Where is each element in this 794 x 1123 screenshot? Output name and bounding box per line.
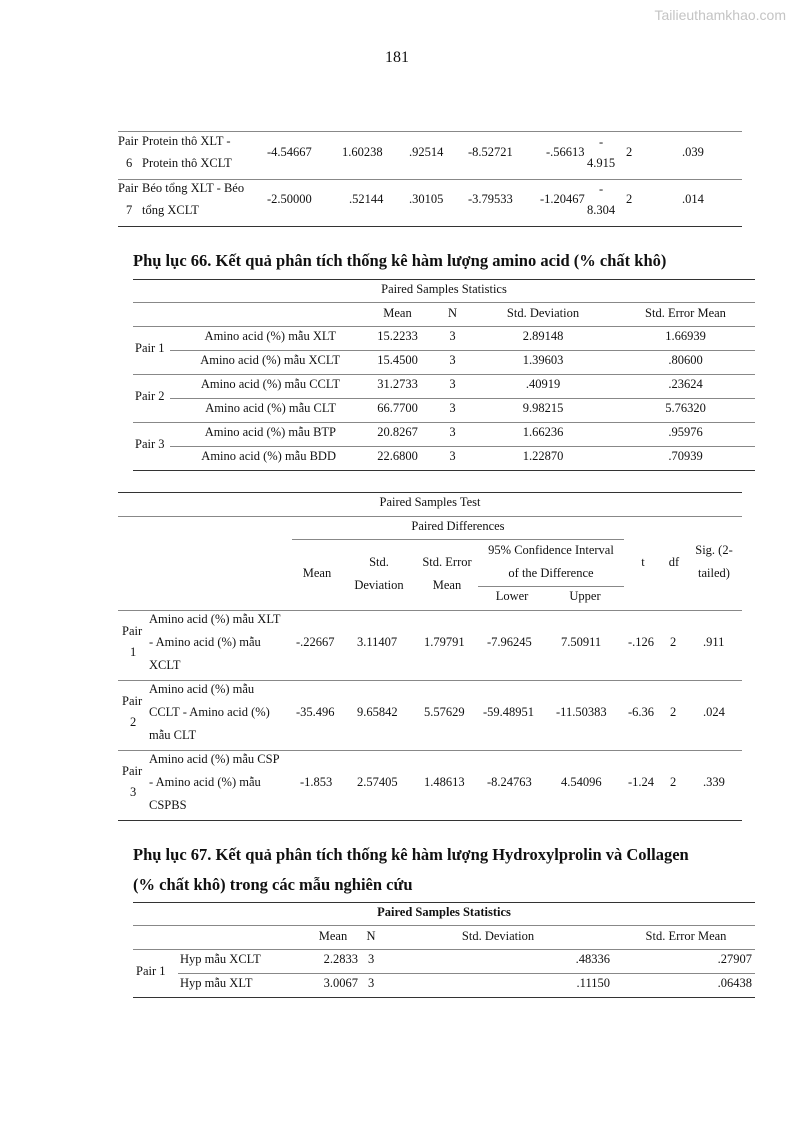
table-cell: .95976 bbox=[668, 425, 703, 439]
table-cell: 20.8267 bbox=[377, 425, 418, 439]
table-cell: -.56613 bbox=[546, 145, 585, 159]
table-cell: 8.304 bbox=[587, 203, 616, 217]
row-label: Hyp mẫu XCLT bbox=[180, 952, 261, 966]
column-header: 95% Confidence Interval bbox=[488, 543, 614, 557]
table-rule bbox=[133, 949, 755, 950]
column-header: N bbox=[447, 306, 458, 320]
table-cell: -1.24 bbox=[628, 775, 655, 789]
table-cell: 4.915 bbox=[587, 156, 616, 170]
row-label: Amino acid (%) mẫu CCLT bbox=[200, 377, 340, 391]
table-cell: Amino acid (%) mẫu bbox=[149, 682, 255, 696]
table-cell: 9.65842 bbox=[357, 705, 398, 719]
appendix-66-title: Phụ lục 66. Kết quả phân tích thống kê hàm lượng amino acid (% chất khô) bbox=[133, 251, 667, 270]
table-cell: 6 bbox=[126, 156, 133, 170]
row-label: Amino acid (%) mẫu CLT bbox=[205, 401, 336, 415]
column-header: Lower bbox=[495, 589, 529, 603]
table-cell: Pair bbox=[118, 181, 139, 195]
column-header: Std. Deviation bbox=[506, 306, 580, 320]
table-cell: .06438 bbox=[717, 976, 752, 990]
table-cell: 3 bbox=[449, 449, 456, 463]
table-cell: Amino acid (%) mẫu XLT bbox=[149, 612, 281, 626]
pair-label: Pair 1 bbox=[135, 341, 165, 355]
row-label: Amino acid (%) mẫu XCLT bbox=[200, 353, 340, 367]
table-cell: 2 bbox=[670, 775, 677, 789]
table-cell: - bbox=[599, 135, 604, 149]
column-header: t bbox=[641, 555, 645, 569]
group-header: Paired Differences bbox=[411, 519, 505, 533]
column-header: Std. Error bbox=[422, 555, 472, 569]
table-cell: 9.98215 bbox=[522, 401, 564, 415]
table-cell: 3 bbox=[368, 976, 375, 990]
row-label: Amino acid (%) mẫu XLT bbox=[204, 329, 336, 343]
table-cell: 3 bbox=[368, 952, 375, 966]
table-cell: Protein thô XCLT bbox=[142, 156, 232, 170]
table-cell: -1.853 bbox=[300, 775, 333, 789]
table-cell: 3 bbox=[449, 425, 456, 439]
row-label: Amino acid (%) mẫu BTP bbox=[204, 425, 336, 439]
row-label: Amino acid (%) mẫu BDD bbox=[201, 449, 336, 463]
page-number: 181 bbox=[385, 49, 409, 66]
table-cell: 3.11407 bbox=[357, 635, 398, 649]
table-caption: Paired Samples Statistics bbox=[377, 905, 511, 919]
table-rule bbox=[178, 973, 755, 974]
table-cell: 2 bbox=[626, 145, 633, 159]
table-cell: 3.0067 bbox=[323, 976, 358, 990]
table-cell: .014 bbox=[682, 192, 704, 206]
table-cell: CSPBS bbox=[149, 798, 187, 812]
table-cell: - bbox=[599, 182, 604, 196]
table-cell: .039 bbox=[682, 145, 704, 159]
table-cell: Pair bbox=[122, 764, 143, 778]
table-cell: .911 bbox=[703, 635, 725, 649]
column-header: Std. Error Mean bbox=[645, 929, 727, 943]
table-cell: 3 bbox=[449, 353, 456, 367]
table-cell: 1.39603 bbox=[522, 353, 564, 367]
column-header: Std. Deviation bbox=[461, 929, 535, 943]
column-header: Mean bbox=[432, 578, 462, 592]
table-cell: 3 bbox=[130, 785, 137, 799]
column-header: Std. Error Mean bbox=[645, 306, 726, 320]
table-cell: mẫu CLT bbox=[149, 728, 197, 742]
table-cell: CCLT - Amino acid (%) bbox=[149, 705, 270, 719]
appendix-67-title-line2: (% chất khô) trong các mẫu nghiên cứu bbox=[133, 875, 413, 894]
table-cell: 3 bbox=[449, 401, 456, 415]
table-cell: .11150 bbox=[576, 976, 610, 990]
table-cell: 3 bbox=[449, 377, 456, 391]
table-cell: -3.79533 bbox=[468, 192, 513, 206]
table-cell: 15.2233 bbox=[377, 329, 418, 343]
table-cell: .30105 bbox=[409, 192, 444, 206]
table-cell: 22.6800 bbox=[377, 449, 418, 463]
table-cell: 1.60238 bbox=[342, 145, 383, 159]
column-header: N bbox=[366, 929, 376, 943]
table-cell: 1 bbox=[130, 645, 137, 659]
table-cell: 5.76320 bbox=[665, 401, 706, 415]
table-cell: 2 bbox=[626, 192, 633, 206]
column-header: tailed) bbox=[698, 566, 730, 580]
table-cell: -.22667 bbox=[296, 635, 335, 649]
column-header: Mean bbox=[383, 306, 412, 320]
column-header: Mean bbox=[318, 929, 348, 943]
table-cell: -8.24763 bbox=[487, 775, 532, 789]
appendix-67-title-line1: Phụ lục 67. Kết quả phân tích thống kê hàm lượng Hydroxylprolin và Collagen bbox=[133, 845, 689, 864]
table-cell: Pair bbox=[118, 134, 139, 148]
table-cell: 1.66939 bbox=[665, 329, 706, 343]
table-cell: 2 bbox=[130, 715, 137, 729]
table-cell: .48336 bbox=[575, 952, 610, 966]
table-cell: .80600 bbox=[668, 353, 703, 367]
table-cell: .23624 bbox=[668, 377, 703, 391]
table-cell: 3 bbox=[449, 329, 456, 343]
pair-label: Pair 1 bbox=[136, 964, 166, 978]
table-cell: 4.54096 bbox=[561, 775, 602, 789]
table-cell: 1.22870 bbox=[522, 449, 564, 463]
table-cell: .52144 bbox=[349, 192, 384, 206]
table-cell: 2.57405 bbox=[357, 775, 398, 789]
table-cell: Pair bbox=[122, 694, 143, 708]
column-header: Sig. (2- bbox=[695, 543, 733, 557]
table-rule bbox=[133, 925, 755, 926]
table-cell: .70939 bbox=[668, 449, 703, 463]
table-cell: 7 bbox=[126, 203, 133, 217]
watermark: Tailieuthamkhao.com bbox=[654, 7, 786, 23]
table-cell: .40919 bbox=[525, 377, 561, 391]
table-cell: 2 bbox=[670, 705, 677, 719]
pair-label: Pair 3 bbox=[135, 437, 165, 451]
table-cell: 2 bbox=[670, 635, 677, 649]
table-cell: 31.2733 bbox=[377, 377, 418, 391]
table-cell: tổng XCLT bbox=[142, 203, 199, 217]
table-cell: Protein thô XLT - bbox=[142, 134, 231, 148]
table-cell: -1.20467 bbox=[540, 192, 585, 206]
table-cell: -7.96245 bbox=[487, 635, 532, 649]
column-header: Std. bbox=[369, 555, 389, 569]
row-label: Hyp mẫu XLT bbox=[180, 976, 253, 990]
pair-label: Pair 2 bbox=[135, 389, 165, 403]
table-rule bbox=[133, 997, 755, 998]
table-cell: 1.48613 bbox=[424, 775, 465, 789]
column-header: Upper bbox=[569, 589, 601, 603]
table-cell: 1.66236 bbox=[522, 425, 564, 439]
table-cell: 1.79791 bbox=[424, 635, 465, 649]
table-cell: 7.50911 bbox=[561, 635, 602, 649]
table-cell: -8.52721 bbox=[468, 145, 513, 159]
table-cell: 66.7700 bbox=[377, 401, 418, 415]
table-cell: 2.89148 bbox=[522, 329, 564, 343]
table-cell: - Amino acid (%) mẫu bbox=[149, 635, 261, 649]
table-caption: Paired Samples Test bbox=[379, 495, 481, 509]
column-header: Mean bbox=[302, 566, 332, 580]
table-cell: .92514 bbox=[409, 145, 444, 159]
column-header: df bbox=[668, 555, 680, 569]
table-cell: -6.36 bbox=[628, 705, 655, 719]
table-cell: -2.50000 bbox=[267, 192, 312, 206]
table-cell: Béo tổng XLT - Béo bbox=[142, 181, 245, 195]
table-cell: - Amino acid (%) mẫu bbox=[149, 775, 261, 789]
table-cell: -.126 bbox=[628, 635, 655, 649]
table-caption: Paired Samples Statistics bbox=[381, 282, 507, 296]
table-cell: 2.2833 bbox=[323, 952, 358, 966]
table-cell: XCLT bbox=[149, 658, 181, 672]
table-cell: 5.57629 bbox=[424, 705, 465, 719]
table-cell: -35.496 bbox=[296, 705, 335, 719]
table-cell: .339 bbox=[703, 775, 725, 789]
table-cell: -59.48951 bbox=[483, 705, 535, 719]
table-rule bbox=[133, 902, 755, 903]
table-cell: Amino acid (%) mẫu CSP bbox=[149, 752, 280, 766]
table-cell: .27907 bbox=[717, 952, 752, 966]
table-cell: -4.54667 bbox=[267, 145, 312, 159]
table-cell: -11.50383 bbox=[556, 705, 607, 719]
column-header: Deviation bbox=[354, 578, 404, 592]
table-cell: Pair bbox=[122, 624, 143, 638]
table-cell: .024 bbox=[703, 705, 725, 719]
column-header: of the Difference bbox=[508, 566, 594, 580]
table-cell: 15.4500 bbox=[377, 353, 418, 367]
